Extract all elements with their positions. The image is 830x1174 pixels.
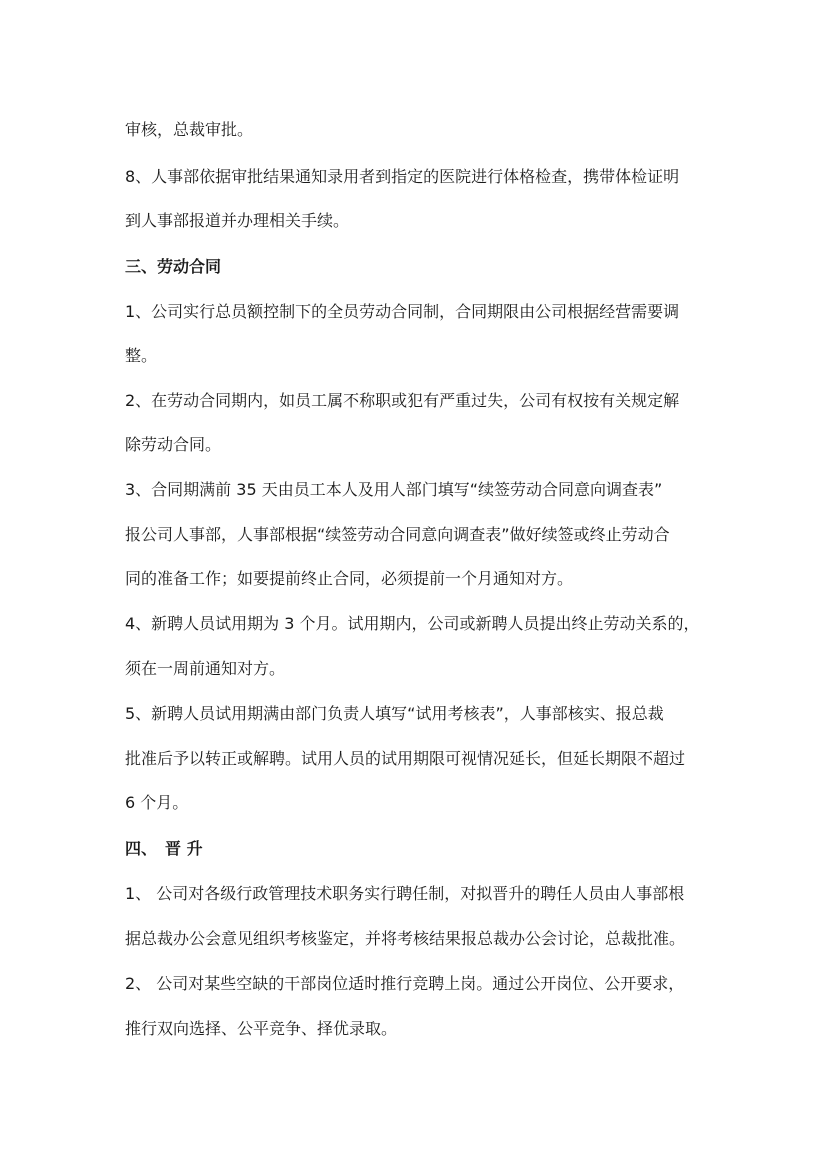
text-line: 2、 公司对某些空缺的干部岗位适时推行竞聘上岗。通过公开岗位、公开要求， bbox=[125, 974, 685, 993]
text-line: 1、公司实行总员额控制下的全员劳动合同制，合同期限由公司根据经营需要调 bbox=[125, 302, 680, 321]
section-heading-promotion: 四、 晋 升 bbox=[125, 839, 203, 858]
text-line: 推行双向选择、公平竞争、择优录取。 bbox=[125, 1019, 398, 1038]
text-line: 批准后予以转正或解聘。试用人员的试用期限可视情况延长，但延长期限不超过 bbox=[125, 749, 686, 768]
text-line: 到人事部报道并办理相关手续。 bbox=[125, 211, 350, 230]
section-heading-labor-contract: 三、劳动合同 bbox=[125, 257, 222, 276]
text-line: 同的准备工作；如要提前终止合同，必须提前一个月通知对方。 bbox=[125, 569, 574, 588]
text-line: 6 个月。 bbox=[125, 793, 189, 812]
text-line: 8、人事部依据审批结果通知录用者到指定的医院进行体格检查，携带体检证明 bbox=[125, 167, 680, 186]
text-line: 除劳动合同。 bbox=[125, 435, 222, 454]
text-line: 报公司人事部，人事部根据“续签劳动合同意向调查表”做好续签或终止劳动合 bbox=[125, 525, 670, 544]
text-line: 5、新聘人员试用期满由部门负责人填写“试用考核表”，人事部核实、报总裁 bbox=[125, 704, 664, 723]
text-line: 2、在劳动合同期内，如员工属不称职或犯有严重过失，公司有权按有关规定解 bbox=[125, 391, 680, 410]
text-line: 须在一周前通知对方。 bbox=[125, 659, 286, 678]
text-line: 审核，总裁审批。 bbox=[125, 120, 254, 139]
text-line: 据总裁办公会意见组织考核鉴定，并将考核结果报总裁办公会讨论，总裁批准。 bbox=[125, 929, 686, 948]
text-line: 1、 公司对各级行政管理技术职务实行聘任制，对拟晋升的聘任人员由人事部根 bbox=[125, 884, 685, 903]
text-line: 整。 bbox=[125, 346, 158, 365]
text-line: 4、新聘人员试用期为 3 个月。试用期内，公司或新聘人员提出终止劳动关系的， bbox=[125, 614, 700, 633]
text-line: 3、合同期满前 35 天由员工本人及用人部门填写“续签劳动合同意向调查表” bbox=[125, 480, 663, 499]
